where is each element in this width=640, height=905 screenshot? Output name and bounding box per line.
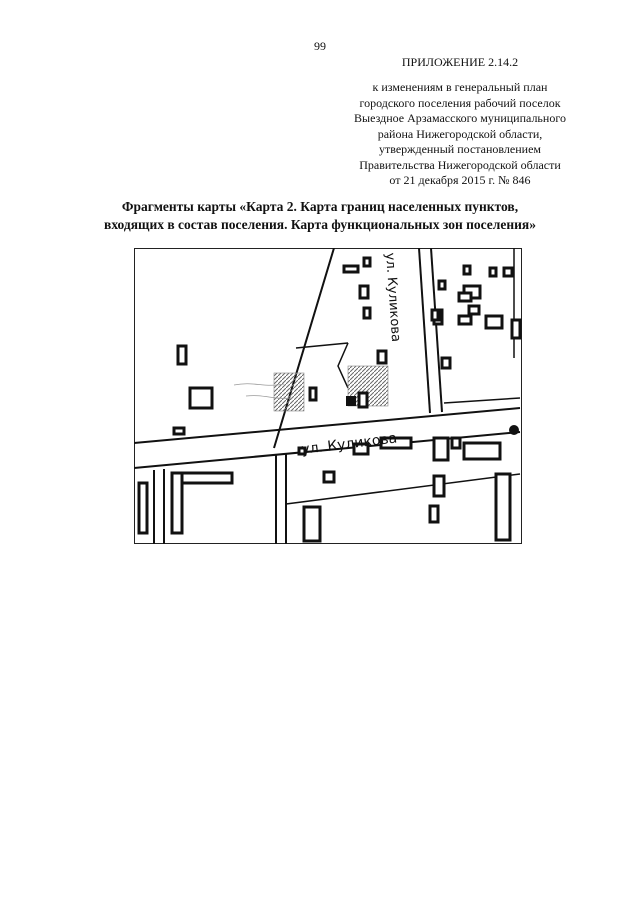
building (430, 506, 438, 522)
page-number: 99 (314, 39, 326, 53)
appendix-title: ПРИЛОЖЕНИЕ 2.14.2 (401, 55, 519, 69)
appendix-line: от 21 декабря 2015 г. № 846 (389, 173, 531, 187)
building (139, 483, 147, 533)
appendix-line: утвержденный постановлением (379, 142, 541, 156)
building (304, 507, 320, 541)
parcel-line (338, 343, 348, 388)
building (459, 293, 471, 301)
building (439, 281, 445, 289)
building (190, 388, 212, 408)
building (434, 476, 444, 496)
parcel-line (286, 474, 520, 504)
appendix-line: Правительства Нижегородской области (359, 157, 561, 172)
building (452, 438, 460, 448)
road-edge (431, 248, 442, 412)
building (360, 286, 368, 298)
document-title-line-1: Фрагменты карты «Карта 2. Карта границ населенных пунктов, (121, 199, 519, 214)
building (464, 443, 500, 459)
building (359, 393, 367, 407)
document-title (60, 198, 580, 234)
building (310, 388, 316, 400)
hatched-zone (274, 373, 304, 411)
map-marker (509, 425, 519, 435)
building (469, 306, 479, 314)
appendix-line: Выездное Арзамасского муниципального (354, 111, 566, 125)
building (172, 473, 182, 533)
boundary-line (274, 248, 334, 448)
building (178, 346, 186, 364)
building (512, 320, 520, 338)
appendix-line: городского поселения рабочий поселок (359, 95, 561, 110)
building (434, 438, 448, 460)
building (459, 316, 471, 324)
building (464, 266, 470, 274)
street-label-vertical: ул. Куликова (382, 252, 404, 343)
map-fragment (134, 248, 522, 544)
building (504, 268, 512, 276)
building (496, 474, 510, 540)
building (432, 310, 438, 320)
road-edge (419, 248, 430, 413)
building (364, 258, 370, 266)
building (364, 308, 370, 318)
document-title-line-2: входящих в состав поселения. Карта функциональных зон поселения» (104, 217, 536, 232)
building (486, 316, 502, 328)
building (442, 358, 450, 368)
street-label-horizontal: ул. Куликова (300, 430, 399, 458)
map-marker (346, 396, 356, 406)
parcel-line (444, 398, 520, 403)
appendix-line: к изменениям в генеральный план (372, 80, 548, 94)
parcel-lines (286, 248, 520, 504)
appendix-line: района Нижегородской области, (377, 126, 543, 141)
building (324, 472, 334, 482)
building (490, 268, 496, 276)
building (378, 351, 386, 363)
building (344, 266, 358, 272)
map-drawing (134, 248, 522, 544)
building (174, 428, 184, 434)
appendix-block (340, 55, 580, 189)
